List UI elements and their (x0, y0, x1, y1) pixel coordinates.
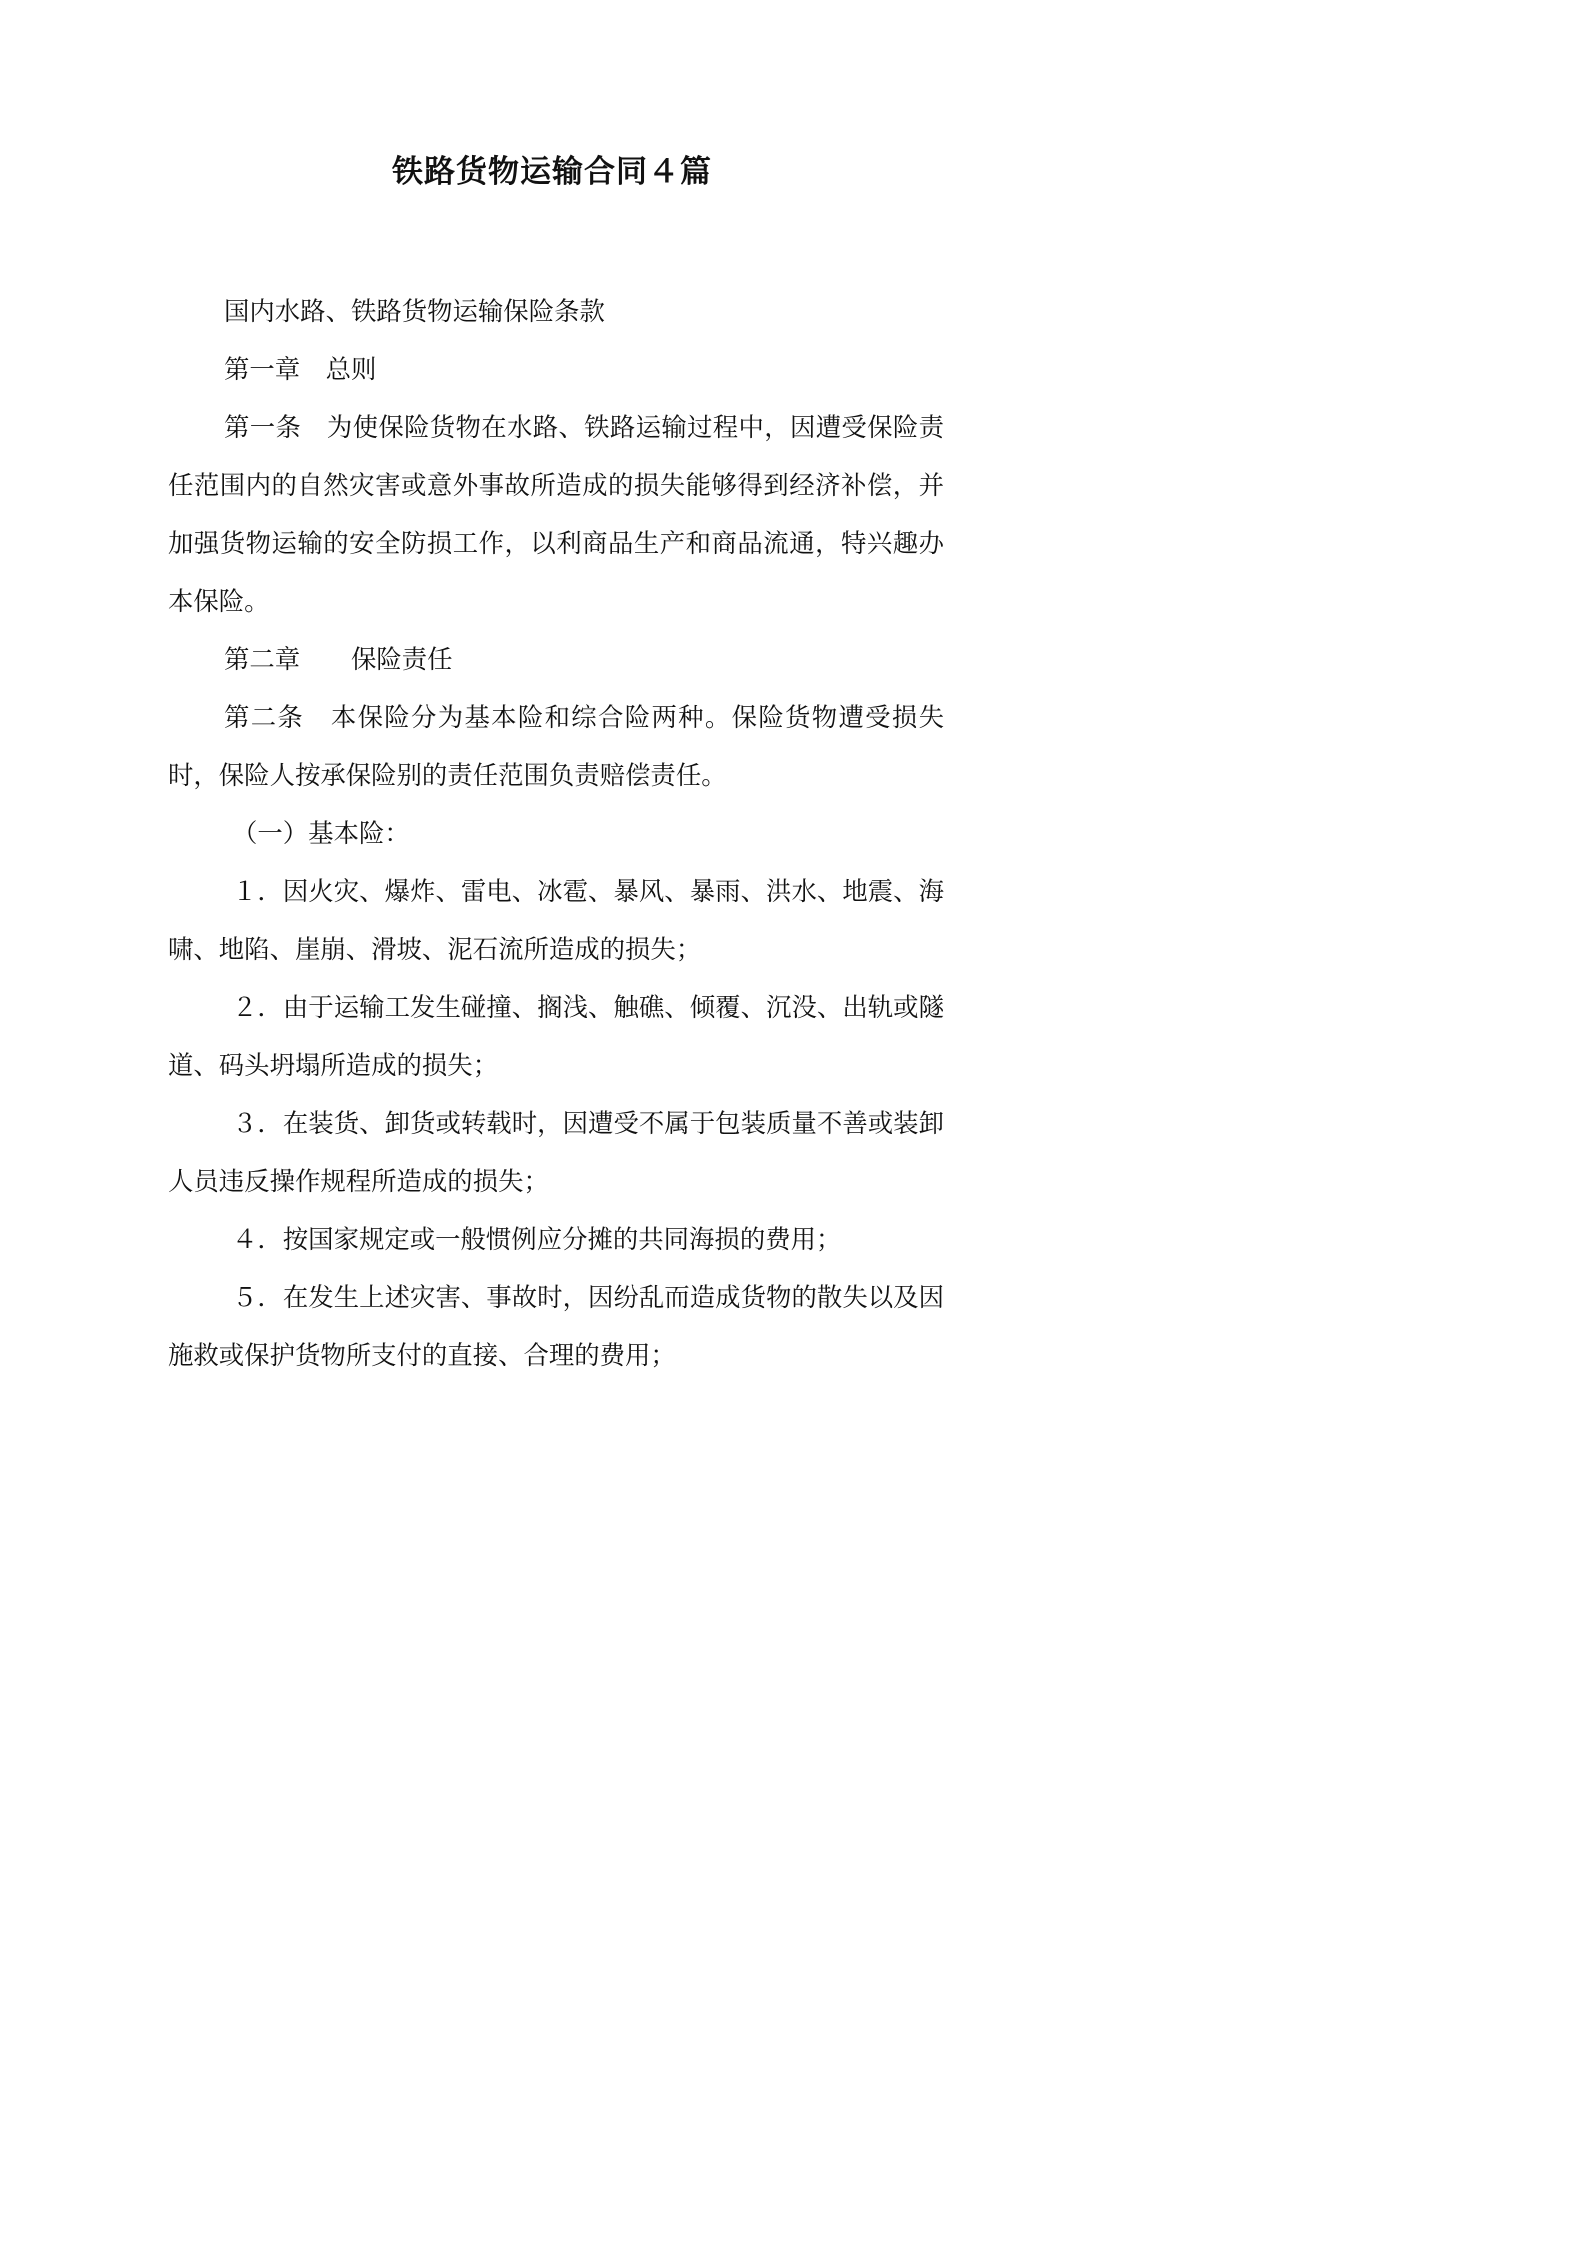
chapter-heading: 第一章 总则 (224, 354, 377, 384)
document-body (168, 282, 944, 1384)
list-item: ４．按国家规定或一般惯例应分摊的共同海损的费用； (232, 1224, 842, 1254)
section-heading: （一）基本险： (232, 818, 410, 848)
list-item: ２．由于运输工发生碰撞、搁浅、触礁、倾覆、沉没、出轨或隧道、码头坍塌所造成的损失； (168, 992, 944, 1080)
list-item: １．因火灾、爆炸、雷电、冰雹、暴风、暴雨、洪水、地震、海啸、地陷、崖崩、滑坡、泥石流所造成的损失； (168, 876, 944, 964)
article-paragraph: 第一条 为使保险货物在水路、铁路运输过程中，因遭受保险责任范围内的自然灾害或意外事故所造成的损失能够得到经济补偿，并加强货物运输的安全防损工作，以利商品生产和商品流通，特兴趣办本保险。 (168, 412, 944, 616)
document-title: 铁路货物运输合同４篇 (392, 154, 712, 190)
clause-heading: 国内水路、铁路货物运输保险条款 (224, 296, 605, 326)
list-item: ３．在装货、卸货或转载时，因遭受不属于包装质量不善或装卸人员违反操作规程所造成的损失； (168, 1108, 944, 1196)
document-page (0, 0, 1104, 1562)
article-paragraph: 第二条 本保险分为基本险和综合险两种。保险货物遭受损失时，保险人按承保险别的责任范围负责赔偿责任。 (168, 702, 944, 790)
chapter-heading: 第二章 保险责任 (224, 644, 453, 674)
list-item: ５．在发生上述灾害、事故时，因纷乱而造成货物的散失以及因施救或保护货物所支付的直接、合理的费用； (168, 1282, 944, 1370)
